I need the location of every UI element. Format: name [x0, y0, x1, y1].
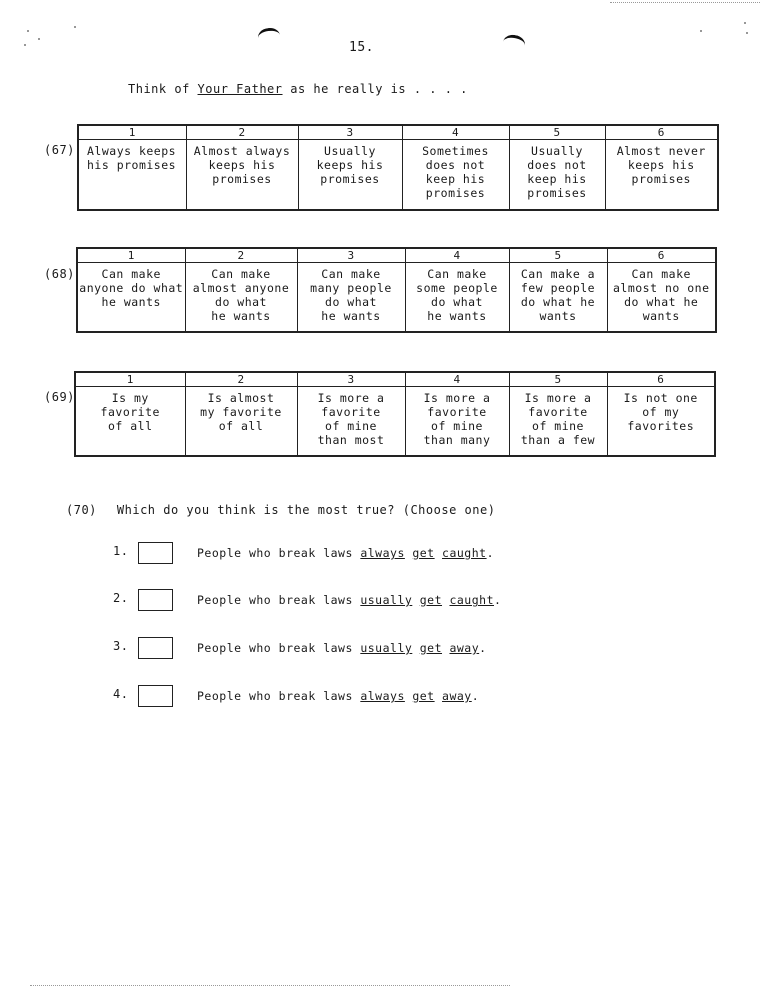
intro-prefix: Think of — [128, 82, 198, 96]
choice-emphasis: always — [360, 689, 405, 703]
scale-header: 2 — [185, 372, 297, 387]
choice-emphasis: always — [360, 546, 405, 560]
choice-checkbox[interactable] — [138, 542, 173, 564]
rating-scale-68 — [76, 247, 717, 333]
scale-header: 4 — [402, 125, 509, 140]
scan-speck — [700, 30, 702, 32]
scale-option[interactable]: Can make many people do what he wants — [297, 263, 405, 332]
scale-header: 3 — [297, 248, 405, 263]
choice-emphasis: away — [442, 689, 472, 703]
scale-option[interactable]: Almost always keeps his promises — [186, 140, 298, 210]
choice-emphasis: get — [412, 689, 435, 703]
choice-prefix: People who break laws — [197, 546, 361, 560]
scale-option[interactable]: Can make almost no one do what he wants — [607, 263, 716, 332]
choice-text — [197, 641, 487, 655]
scan-speck — [746, 32, 748, 34]
choice-emphasis: get — [412, 546, 435, 560]
choice-end: . — [471, 689, 480, 703]
scan-dotted-edge — [610, 2, 760, 4]
choice-emphasis: get — [419, 641, 443, 655]
scale-option[interactable]: Always keeps his promises — [78, 140, 186, 210]
item-number: (68) — [44, 267, 75, 281]
scale-header: 4 — [405, 248, 509, 263]
choice-number: 4. — [113, 687, 129, 701]
choice-emphasis: away — [449, 641, 480, 655]
scale-option[interactable]: Is not one of my favorites — [607, 387, 715, 456]
scale-option[interactable]: Can make anyone do what he wants — [77, 263, 185, 332]
choice-emphasis: usually — [360, 593, 413, 607]
choice-end: . — [494, 593, 502, 607]
scan-speck — [38, 38, 40, 40]
scale-header: 5 — [509, 372, 607, 387]
scale-header: 5 — [509, 125, 605, 140]
scale-header: 3 — [298, 125, 402, 140]
question-70 — [66, 503, 495, 517]
scale-header: 4 — [405, 372, 509, 387]
intro-subject: Your Father — [197, 82, 283, 96]
choice-checkbox[interactable] — [138, 589, 173, 611]
scale-header: 6 — [607, 372, 715, 387]
choice-prefix: People who break laws — [197, 641, 361, 655]
scale-option[interactable]: Usually does not keep his promises — [509, 140, 605, 210]
scale-option[interactable]: Is more a favorite of mine than a few — [509, 387, 607, 456]
scan-speck — [24, 44, 26, 46]
scale-option[interactable]: Almost never keeps his promises — [605, 140, 718, 210]
choice-end: . — [486, 546, 495, 560]
question-text: Which do you think is the most true? (Choose one) — [116, 503, 496, 517]
choice-prefix: People who break laws — [197, 593, 361, 607]
choice-checkbox[interactable] — [138, 637, 173, 659]
page-number: 15. — [349, 40, 374, 55]
scale-header: 6 — [607, 248, 716, 263]
choice-text — [197, 546, 494, 560]
scale-option[interactable]: Can make a few people do what he wants — [509, 263, 607, 332]
choice-emphasis: usually — [360, 641, 413, 655]
scale-option[interactable]: Usually keeps his promises — [298, 140, 402, 210]
scan-speck — [27, 30, 29, 32]
choice-text — [197, 593, 501, 607]
scale-option[interactable]: Sometimes does not keep his promises — [402, 140, 509, 210]
scale-header: 5 — [509, 248, 607, 263]
question-number: (70) — [66, 503, 97, 517]
scan-speck — [74, 26, 76, 28]
choice-text — [197, 689, 479, 703]
rating-scale-69 — [74, 371, 716, 457]
intro-instruction — [128, 82, 468, 96]
scale-option[interactable]: Can make some people do what he wants — [405, 263, 509, 332]
intro-suffix: as he really is . . . . — [282, 82, 468, 96]
scan-mark-arc-right — [502, 33, 527, 54]
choice-checkbox[interactable] — [138, 685, 173, 707]
scale-header: 1 — [78, 125, 186, 140]
scale-option[interactable]: Can make almost anyone do what he wants — [185, 263, 297, 332]
scale-option[interactable]: Is my favorite of all — [75, 387, 185, 456]
choice-number: 2. — [113, 591, 129, 605]
choice-number: 1. — [113, 544, 129, 558]
scale-option[interactable]: Is more a favorite of mine than many — [405, 387, 509, 456]
scale-header: 1 — [75, 372, 185, 387]
scale-header: 2 — [185, 248, 297, 263]
scale-header: 6 — [605, 125, 718, 140]
choice-emphasis: caught — [442, 546, 487, 560]
choice-emphasis: caught — [449, 593, 494, 607]
scan-mark-arc-left — [257, 27, 281, 47]
scale-header: 1 — [77, 248, 185, 263]
scan-dotted-edge — [30, 985, 510, 987]
choice-number: 3. — [113, 639, 129, 653]
rating-scale-67 — [77, 124, 719, 211]
scale-header: 3 — [297, 372, 405, 387]
item-number: (69) — [44, 390, 75, 404]
choice-end: . — [479, 641, 487, 655]
scale-option[interactable]: Is almost my favorite of all — [185, 387, 297, 456]
item-number: (67) — [44, 143, 75, 157]
scale-option[interactable]: Is more a favorite of mine than most — [297, 387, 405, 456]
choice-prefix: People who break laws — [197, 689, 361, 703]
choice-emphasis: get — [419, 593, 443, 607]
scan-speck — [744, 22, 746, 24]
scale-header: 2 — [186, 125, 298, 140]
